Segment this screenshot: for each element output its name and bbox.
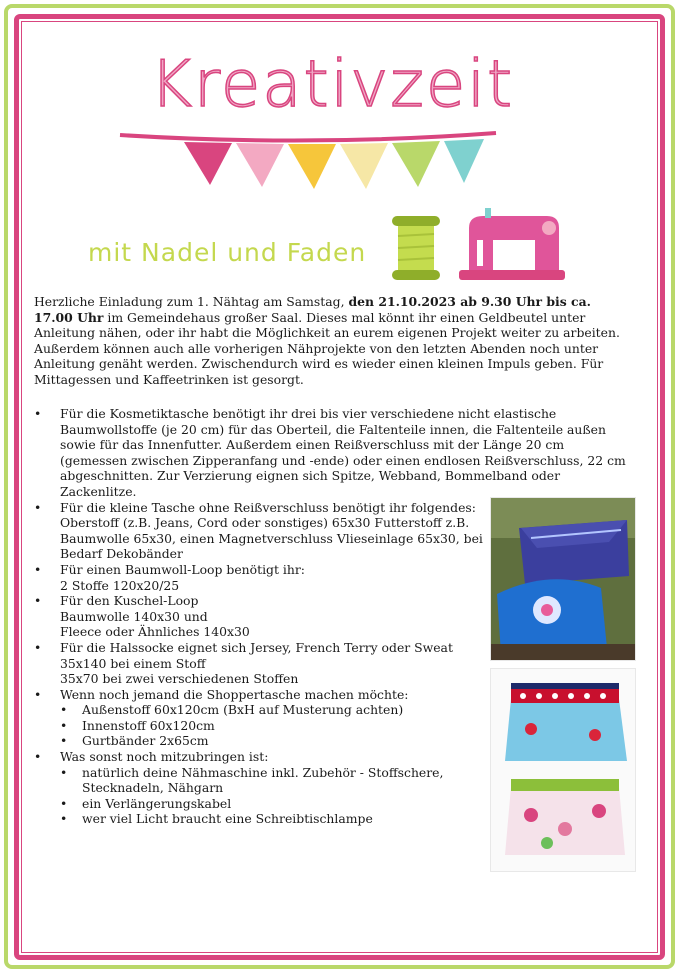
list-item-kleine-tasche: • Für die kleine Tasche ohne Reißverschluss benötigt ihr folgendes: Oberstoff (z.B. Jeans, Cord oder sonstiges) 65x30 Futterstoff z.B. Baumwolle 65x30, einen Magnetverschluss Vlieseinlage 65x30, bei Bedarf Dekobänder [34,500,500,562]
bunting-flag [340,143,388,189]
photo-denim-bags [490,497,636,661]
list-item-kosmetiktasche: • Für die Kosmetiktasche benötigt ihr drei bis vier verschiedene nicht elastische Baumwollstoffe (je 20 cm) für das Oberteil, die Faltenteile innen, die Faltenteile außen sowie für das Innenfutter. Außerdem einen Reißverschluss mit der Länge 20 cm (gemessen zwischen Zipperanfang und -ende) oder einen endlosen Reißverschluss, 22 cm abgeschnitten. Zur Verzierung eignen sich Spitze, Webband, Bommelband oder Zackenlitze. [34,406,634,500]
bunting-flag [236,143,284,187]
sublist-item: • Außenstoff 60x120cm (BxH auf Musterung achten) [60,702,500,718]
intro-text-1: Herzliche Einladung zum 1. Nähtag am Samstag, [34,294,349,309]
subtitle: mit Nadel und Faden [88,238,367,267]
page-title: Kreativzeit [150,48,515,122]
bunting-flag [288,144,336,189]
intro-paragraph [34,294,634,388]
list-item-baumwoll-loop: • Für einen Baumwoll-Loop benötigt ihr: 2 Stoffe 120x20/25 [34,562,500,593]
intro-text-2: im Gemeindehaus großer Saal. Dieses mal könnt ihr einen Geldbeutel unter Anleitung nähen, oder ihr habt die Möglichkeit an eurem eigenen Projekt weiter zu arbeiten. Außerdem können auch alle vorherigen Nähprojekte von den letzten Abenden noch unter Anleitung genäht werden. Zwischendurch wird es wieder einen kleinen Impuls geben. Für Mittagessen und Kaffeetrinken ist gesorgt. [34,309,620,387]
list-item-halssocke: • Für die Halssocke eignet sich Jersey, French Terry oder Sweat 35x140 bei einem Stoff 35x70 bei zwei verschiedenen Stoffen [34,640,500,687]
intro-date-time: den 21.10.2023 ab 9.30 Uhr bis ca. 17.00 Uhr [34,294,591,325]
list-item-mitbringen: • Was sonst noch mitzubringen ist: • natürlich deine Nähmaschine inkl. Zubehör - Stoffschere, Stecknadeln, Nähgarn • ein Verlängerungskabel • wer viel Licht braucht eine Schreibtischlampe [34,749,500,827]
sublist-item: • Innenstoff 60x120cm [60,718,500,734]
bunting-flag [444,139,484,183]
thread-spool-icon [388,212,444,284]
sublist-item: • Gurtbänder 2x65cm [60,733,500,749]
bunting-flag [392,141,440,187]
mitbringen-sublist [60,765,500,827]
list-item-shoppertasche: • Wenn noch jemand die Shoppertasche machen möchte: • Außenstoff 60x120cm (BxH auf Musterung achten) • Innenstoff 60x120cm • Gurtbänder 2x65cm [34,687,500,749]
bunting-garland [118,125,498,205]
sewing-machine-icon [455,204,567,284]
list-item-kuschel-loop: • Für den Kuschel-Loop Baumwolle 140x30 und Fleece oder Ähnliches 140x30 [34,593,500,640]
bunting-flag [184,142,232,185]
sublist-item: • ein Verlängerungskabel [60,796,500,812]
sublist-item: • wer viel Licht braucht eine Schreibtischlampe [60,811,500,827]
sublist-item: • natürlich deine Nähmaschine inkl. Zubehör - Stoffschere, Stecknadeln, Nähgarn [60,765,500,796]
photo-cosmetic-bags [490,668,636,872]
shopper-sublist [60,702,500,749]
